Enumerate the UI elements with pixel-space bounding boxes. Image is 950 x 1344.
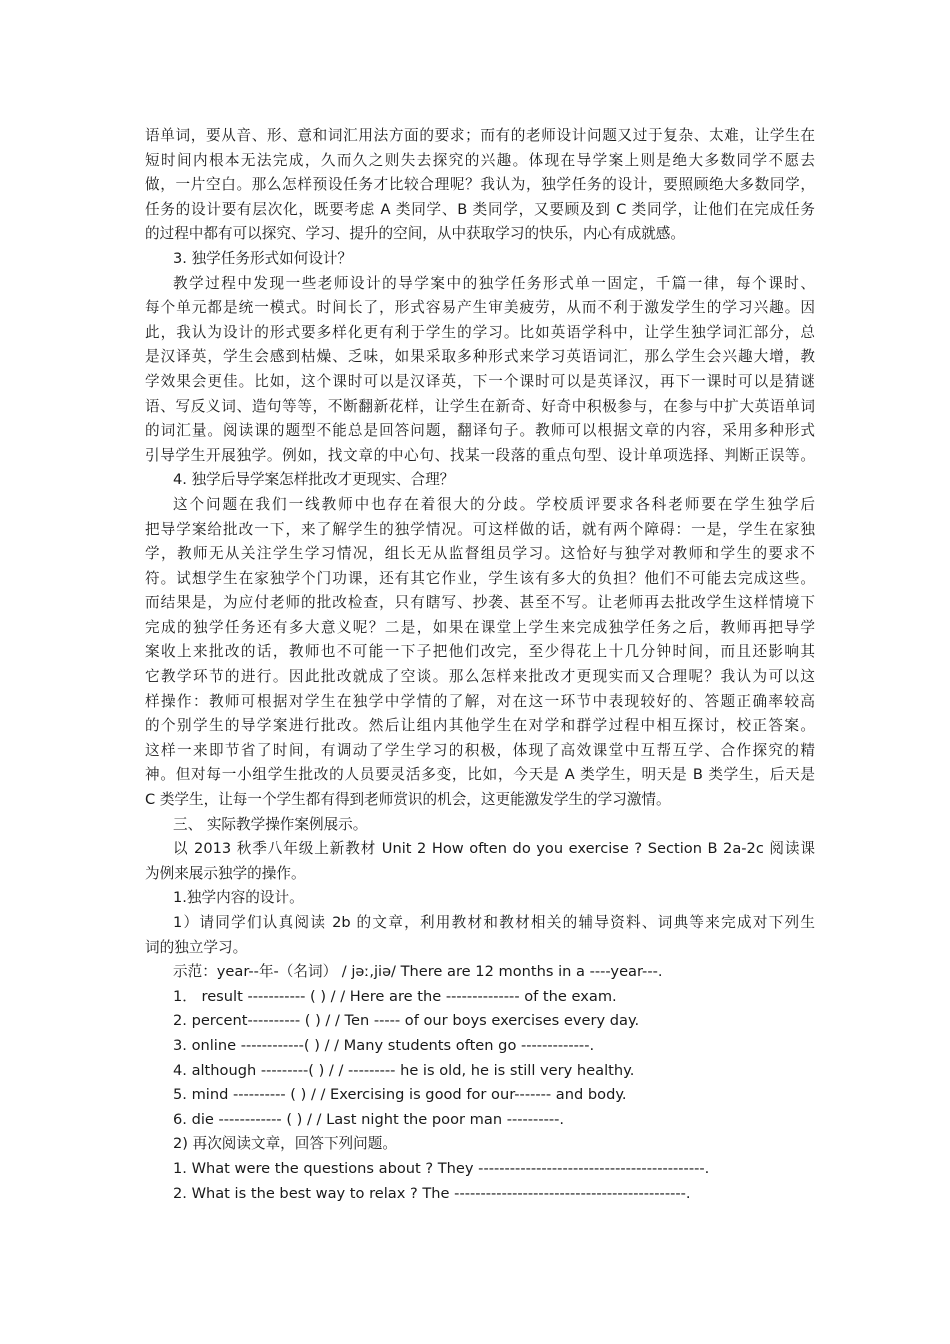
section-heading: 三、 实际教学操作案例展示。	[173, 815, 368, 833]
paragraph-line: 做，一片空白。那么怎样预设任务才比较合理呢？我认为，独学任务的设计，要照顾绝大多数同学，	[145, 176, 815, 194]
paragraph-line: 词的独立学习。	[145, 938, 248, 956]
section-heading: 2) 再次阅读文章，回答下列问题。	[173, 1135, 397, 1153]
paragraph-line: 这个问题在我们一线教师中也存在着很大的分歧。学校质评要求各科老师要在学生独学后	[173, 495, 815, 513]
paragraph-line: 而结果是，为应付老师的批改检查，只有瞎写、抄袭、甚至不写。让老师再去批改学生这样情境下	[145, 594, 815, 612]
document-page	[145, 124, 815, 1206]
exercise-item: 5. mind ---------- ( ) / / Exercising is good for our------- and body.	[173, 1086, 627, 1104]
paragraph-line: 案收上来批改的话，教师也不可能一下子把他们改完，至少得花上十几分钟时间，而且还影响其	[145, 643, 815, 661]
paragraph-line: 样操作：教师可根据对学生在独学中学情的了解，对在这一环节中表现较好的、答题正确率较高	[145, 692, 815, 710]
exercise-item: 3. online ------------( ) / / Many students often go -------------.	[173, 1036, 595, 1054]
paragraph-line: 这样一来即节省了时间，有调动了学生学习的积极，体现了高效课堂中互帮互学、合作探究的精	[145, 741, 815, 759]
paragraph-line: 的个别学生的导学案进行批改。然后让组内其他学生在对学和群学过程中相互探讨，校正答案。	[145, 717, 815, 735]
paragraph-line: 把导学案给批改一下，来了解学生的独学情况。可这样做的话，就有两个障碍：一是，学生在家独	[145, 520, 815, 538]
section-heading: 4. 独学后导学案怎样批改才更现实、合理？	[173, 471, 455, 489]
paragraph-line: 教学过程中发现一些老师设计的导学案中的独学任务形式单一固定，千篇一律，每个课时、	[173, 274, 815, 292]
paragraph-line: 语、写反义词、造句等等，不断翻新花样，让学生在新奇、好奇中积极参与，在参与中扩大英语单词	[145, 397, 815, 415]
paragraph-line: 短时间内根本无法完成，久而久之则失去探究的兴趣。体现在导学案上则是绝大多数同学不愿去	[145, 151, 815, 169]
paragraph-line: 的过程中都有可以探究、学习、提升的空间，从中获取学习的快乐，内心有成就感。	[145, 225, 685, 243]
paragraph-line: 1）请同学们认真阅读 2b 的文章，利用教材和教材相关的辅导资料、词典等来完成对下列生	[173, 914, 815, 931]
paragraph-line: 是汉译英，学生会感到枯燥、乏味，如果采取多种形式来学习英语词汇，那么学生会兴趣大增，教	[145, 348, 815, 366]
paragraph-line: 为例来展示独学的操作。	[145, 864, 306, 882]
paragraph-line: 任务的设计要有层次化，既要考虑 A 类同学、B 类同学，又要顾及到 C 类同学，让他们在完成任务	[145, 200, 815, 218]
exercise-item: 1． result ----------- ( ) / / Here are the -------------- of the exam.	[173, 987, 617, 1005]
paragraph-line: 语单词，要从音、形、意和词汇用法方面的要求；而有的老师设计问题又过于复杂、太难，让学生在	[145, 127, 815, 144]
paragraph-line: 它教学环节的进行。因此批改就成了空谈。那么怎样来批改才更现实而又合理呢？我认为可以这	[145, 668, 815, 686]
exercise-item: 2. percent---------- ( ) / / Ten ----- of our boys exercises every day.	[173, 1012, 640, 1030]
paragraph-line: 符。试想学生在家独学个门功课，还有其它作业，学生该有多大的负担？他们不可能去完成这些。	[145, 569, 815, 587]
paragraph-line: 引导学生开展独学。例如，找文章的中心句、找某一段落的重点句型、设计单项选择、判断正误等。	[145, 446, 815, 464]
exercise-item: 4. although ---------( ) / / --------- he is old, he is still very healthy.	[173, 1061, 635, 1079]
paragraph-line: C 类学生，让每一个学生都有得到老师赏识的机会，这更能激发学生的学习激情。	[145, 791, 671, 809]
paragraph-line: 完成的独学任务还有多大意义呢？二是，如果在课堂上学生来完成独学任务之后，教师再把导学	[145, 618, 815, 636]
section-heading: 1.独学内容的设计。	[173, 889, 304, 907]
paragraph-line: 神。但对每一小组学生批改的人员要灵活多变，比如，今天是 A 类学生，明天是 B 类学生，后天是	[145, 766, 815, 784]
paragraph-line: 的词汇量。阅读课的题型不能总是回答问题，翻译句子。教师可以根据文章的内容，采用多种形式	[145, 422, 815, 440]
exercise-item: 1. What were the questions about ? They -------------------------------------------.	[173, 1159, 710, 1177]
exercise-example: 示范：year--年-（名词） / jəː,jiə/ There are 12 months in a ----year---.	[173, 963, 663, 981]
paragraph-line: 以 2013 秋季八年级上新教材 Unit 2 How often do you exercise ? Section B 2a-2c 阅读课	[173, 840, 815, 858]
section-heading: 3. 独学任务形式如何设计？	[173, 249, 353, 267]
paragraph-line: 学效果会更佳。比如，这个课时可以是汉译英，下一个课时可以是英译汉，再下一课时可以是猜谜	[145, 372, 815, 390]
paragraph-line: 每个单元都是统一模式。时间长了，形式容易产生审美疲劳，从而不利于激发学生的学习兴趣。因	[145, 299, 815, 317]
paragraph-line: 此，我认为设计的形式要多样化更有利于学生的学习。比如英语学科中，让学生独学词汇部分，总	[145, 323, 815, 341]
exercise-item: 6. die ------------ ( ) / / Last night the poor man ----------.	[173, 1110, 565, 1128]
exercise-item: 2. What is the best way to relax ? The --------------------------------------------.	[173, 1184, 691, 1202]
paragraph-line: 学，教师无从关注学生学习情况，组长无从监督组员学习。这恰好与独学对教师和学生的要求不	[145, 545, 815, 563]
